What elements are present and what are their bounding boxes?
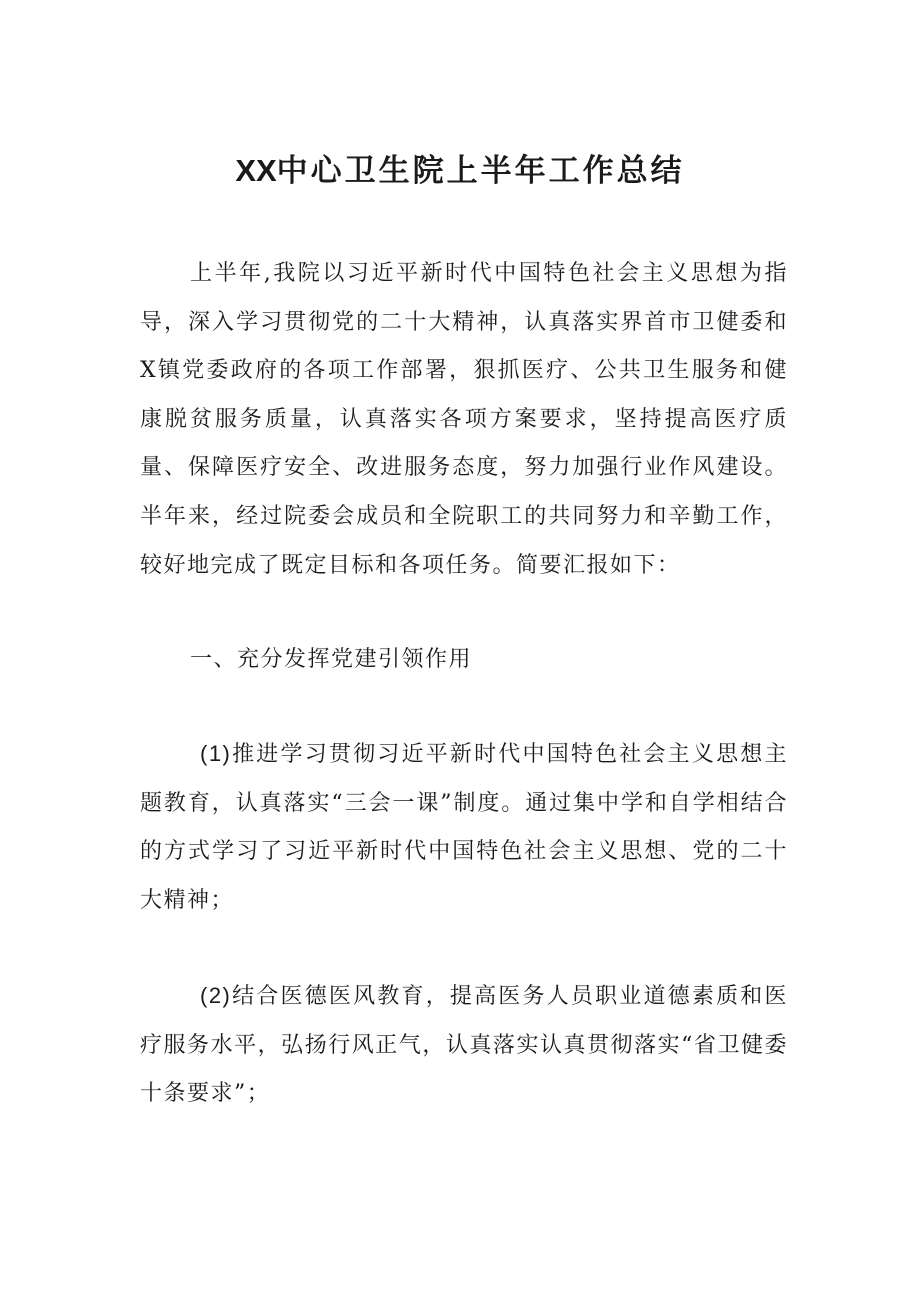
item-number: (1): [200, 741, 232, 766]
item-text: 结合医德医风教育，提高医务人员职业道德素质和医疗服务水平，弘扬行风正气，认真落实认真贯彻落实“省卫健委十条要求”；: [140, 984, 788, 1107]
list-item: [140, 972, 788, 1119]
title-prefix: XX: [235, 152, 277, 188]
intro-paragraph: 上半年,我院以习近平新时代中国特色社会主义思想为指导，深入学习贯彻党的二十大精神，认真落实界首市卫健委和X镇党委政府的各项工作部署，狠抓医疗、公共卫生服务和健康脱贫服务质量，认真落实各项方案要求，坚持提高医疗质量、保障医疗安全、改进服务态度，努力加强行业作风建设。半年来，经过院委会成员和全院职工的共同努力和辛勤工作，较好地完成了既定目标和各项任务。简要汇报如下：: [140, 261, 788, 578]
document-title: [0, 149, 920, 193]
section-heading-1: 一、充分发挥党建引领作用: [190, 647, 473, 672]
title-text: 中心卫生院上半年工作总结: [276, 152, 685, 189]
list-item: [140, 730, 788, 925]
item-number: (2): [200, 983, 232, 1008]
item-text: 推进学习贯彻习近平新时代中国特色社会主义思想主题教育，认真落实“三会一课”制度。通过集中学和自学相结合的方式学习了习近平新时代中国特色社会主义思想、党的二十大精神；: [140, 742, 788, 913]
